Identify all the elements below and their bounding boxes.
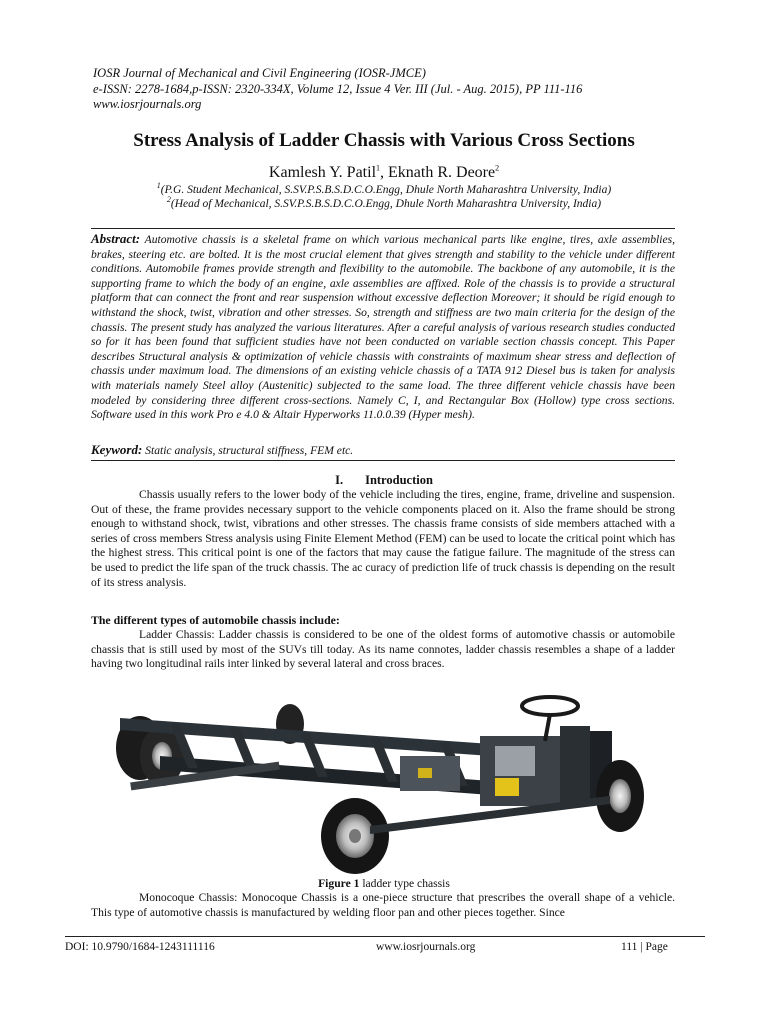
- author-separator: ,: [380, 164, 389, 181]
- abstract: [91, 232, 675, 423]
- keyword-label: Keyword:: [91, 442, 143, 457]
- journal-header: [93, 66, 693, 113]
- affiliation-2-text: (Head of Mechanical, S.SV.P.S.B.S.D.C.O.Engg, Dhule North Maharashtra University, India): [170, 198, 602, 210]
- figure-label: Figure 1: [318, 877, 360, 890]
- journal-issn: e-ISSN: 2278-1684,p-ISSN: 2320-334X, Volume 12, Issue 4 Ver. III (Jul. - Aug. 2015), PP 111-116: [93, 81, 583, 96]
- paper-title: Stress Analysis of Ladder Chassis with Various Cross Sections: [133, 130, 635, 151]
- chassis-types-subheading: The different types of automobile chassis include:: [91, 613, 340, 627]
- section-number: I.: [335, 473, 344, 487]
- affiliation-1: [40, 183, 728, 197]
- footer-page-number: 111 | Page: [621, 941, 668, 953]
- abstract-bottom-rule: [91, 460, 675, 461]
- journal-website: www.iosrjournals.org: [93, 97, 202, 111]
- author-1: Kamlesh Y. Patil: [268, 164, 377, 181]
- journal-name: IOSR Journal of Mechanical and Civil Engineering (IOSR-JMCE): [93, 66, 426, 80]
- intro-paragraph-2: Ladder Chassis: Ladder chassis is considered to be one of the oldest forms of automotive chassis or automobile chassis that is still used by most of the SUVs till today. As its name connotes, ladder chassis resembles a shape of a ladder having two longitudinal rails inter linked by several lateral and cross braces.: [91, 628, 675, 671]
- affiliation-2-sup: 2: [166, 195, 171, 205]
- abstract-text: Automotive chassis is a skeletal frame on which various mechanical parts like engine, tires, axle assemblies, brakes, steering etc. are bolted. It is the most crucial element that gives strength and stability to the vehicle under different conditions. Automobile frames provide strength and flexibility to the automobile. The backbone of any automobile, it is the supporting frame to which the body of an engine, axle assemblies are affixed. Role of the chassis is to provide a structural platform that can connect the front and rear suspension without excessive deflection Moreover; it should be rigid enough to withstand the shock, twist, vibration and other stresses. So, strength and stiffness are two main criteria for the design of the chassis. The present study has analyzed the various literatures. After a careful analysis of various research studies conducted so for it has been found that sufficient studies have not been conducted on variable section chassis concept. This Paper describes Structural analysis & optimization of vehicle chassis with constraints of maximum shear stress and deflection of chassis under maximum load. The dimensions of an existing vehicle chassis of a TATA 912 Diesel bus is taken for analysis with materials namely Steel alloy (Austenitic) subjected to the same load. The three different vehicle chassis have been modeled by considering three different cross-sections. Namely C, I, and Rectangular Box (Hollow) type cross sections. Software used in this work Pro e 4.0 & Altair Hyperworks 11.0.0.39 (Hyper mesh).: [91, 233, 675, 422]
- keyword-text: Static analysis, structural stiffness, FEM etc.: [142, 444, 354, 457]
- section-title: Introduction: [365, 473, 433, 487]
- affiliation-1-text: (P.G. Student Mechanical, S.SV.P.S.B.S.D.C.O.Engg, Dhule North Maharashtra University, India): [160, 184, 612, 196]
- footer-website: www.iosrjournals.org: [376, 941, 476, 953]
- keywords: [91, 442, 675, 458]
- ladder-chassis-figure: [100, 686, 660, 876]
- affiliation-2: [40, 197, 728, 211]
- abstract-label: Abstract:: [91, 231, 141, 246]
- abstract-top-rule: [91, 228, 675, 229]
- footer-rule: [65, 936, 705, 937]
- figure-1-caption: [40, 877, 728, 890]
- figure-caption-text: ladder type chassis: [359, 877, 450, 890]
- author-line: [40, 164, 728, 182]
- footer-doi: DOI: 10.9790/1684-1243111116: [65, 941, 215, 953]
- author-1-sup: 1: [376, 163, 381, 173]
- intro-paragraph-3: Monocoque Chassis: Monocoque Chassis is a one-piece structure that prescribes the overall shape of a vehicle. This type of automotive chassis is manufactured by welding floor pan and other pieces together. Since: [91, 891, 675, 919]
- affiliation-1-sup: 1: [156, 181, 161, 191]
- intro-paragraph-1: Chassis usually refers to the lower body of the vehicle including the tires, engine, frame, driveline and suspension. Out of these, the frame provides necessary support to the vehicle components placed on it. Also the frame should be strong enough to withstand shock, twist, vibrations and other stresses. The chassis frame consists of side members attached with a series of cross members Stress analysis using Finite Element Method (FEM) can be used to locate the critical point which has the highest stress. This critical point is one of the factors that may cause the fatigue failure. The magnitude of the stress can be used to predict the life span of the truck chassis. The ac curacy of prediction life of truck chassis is depending on the result of its stress analysis.: [91, 488, 675, 589]
- affiliations: [40, 183, 728, 211]
- author-2: Eknath R. Deore: [388, 164, 496, 181]
- section-heading-introduction: [40, 473, 728, 488]
- author-2-sup: 2: [495, 163, 500, 173]
